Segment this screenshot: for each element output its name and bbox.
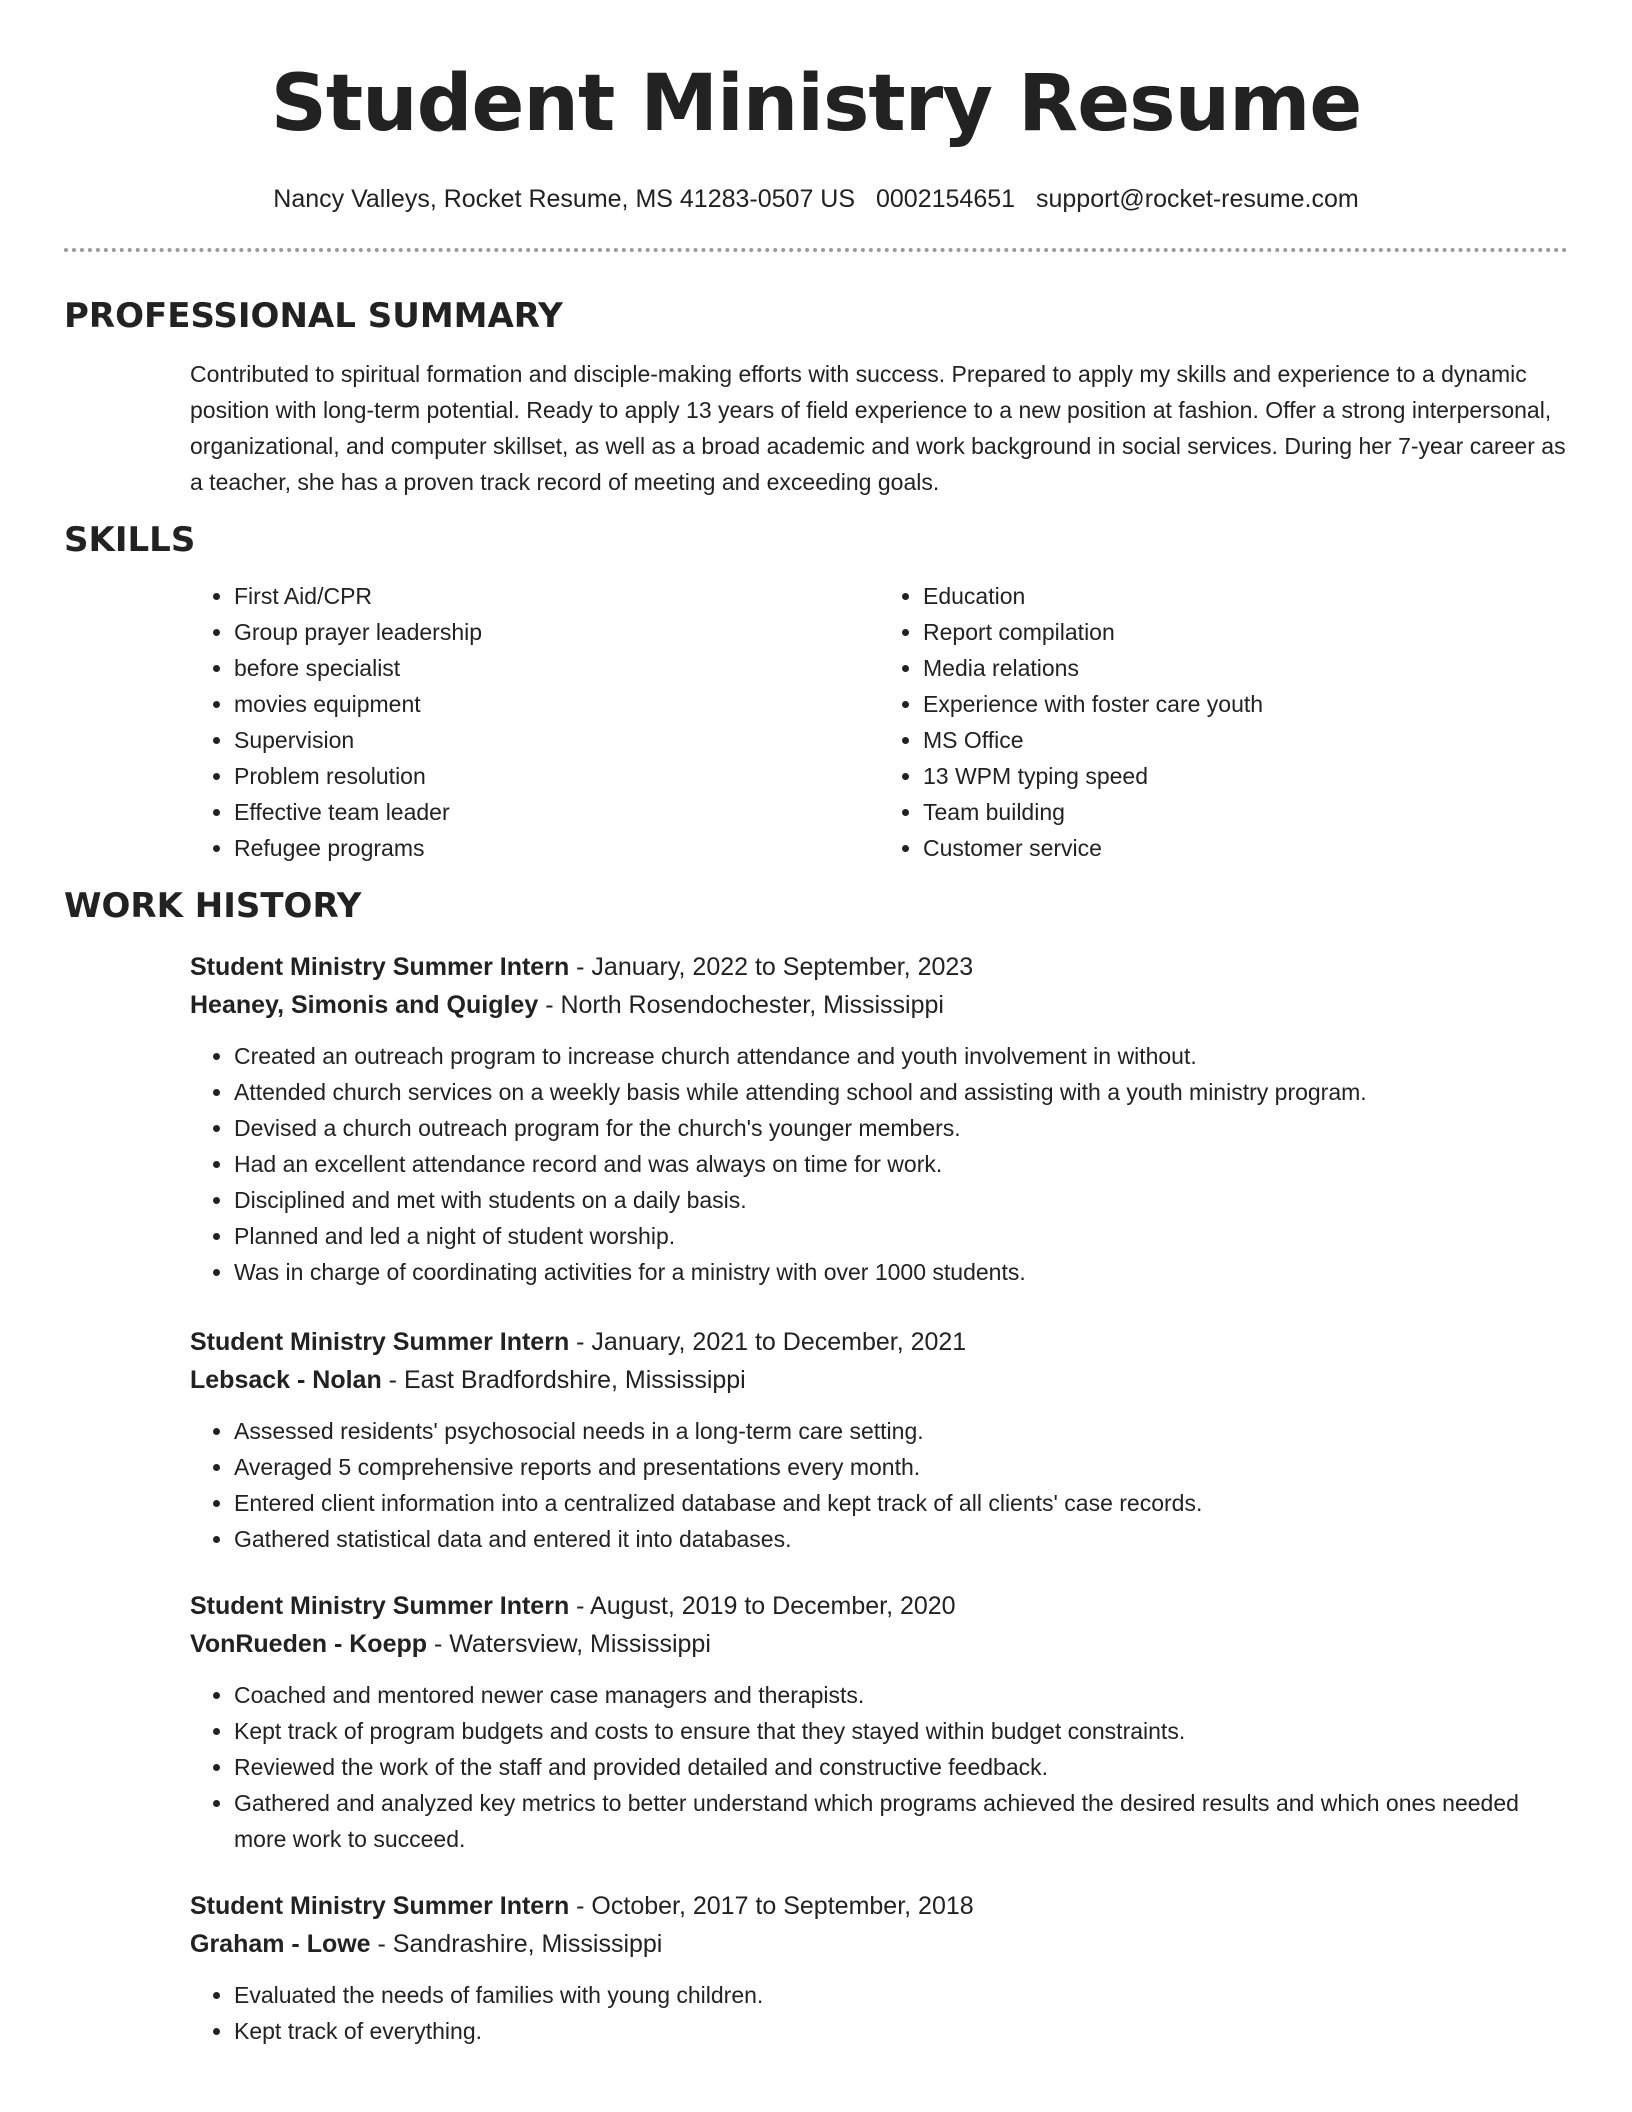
skill-item: • MS Office: [923, 722, 1568, 758]
skill-item: • Experience with foster care youth: [923, 686, 1568, 722]
skills-heading: SKILLS: [64, 520, 196, 560]
job-title: Student Ministry Summer Intern: [190, 1328, 570, 1356]
contact-address: Nancy Valleys, Rocket Resume, MS 41283-0507 US: [273, 185, 856, 213]
job-bullet: • Kept track of everything.: [234, 2013, 1568, 2049]
job-company-line: [190, 1925, 1568, 1963]
job-company: Lebsack - Nolan: [190, 1366, 382, 1394]
job-bullet: • Gathered and analyzed key metrics to better understand which programs achieved the desired results and which ones needed more work to succeed.: [234, 1785, 1568, 1857]
job-company-line: [190, 1625, 1568, 1663]
job-title-line: [190, 1323, 1568, 1361]
job-title-line: [190, 1887, 1568, 1925]
work-heading: WORK HISTORY: [64, 886, 362, 926]
contact-line: [64, 184, 1568, 214]
skill-item: • Problem resolution: [234, 758, 879, 794]
skill-item: • Effective team leader: [234, 794, 879, 830]
skill-item: • Education: [923, 578, 1568, 614]
skill-item: • Report compilation: [923, 614, 1568, 650]
skill-item: • Refugee programs: [234, 830, 879, 866]
job-entry: [190, 948, 1568, 1290]
job-bullet: • Reviewed the work of the staff and provided detailed and constructive feedback.: [234, 1749, 1568, 1785]
job-title-line: [190, 948, 1568, 986]
job-company: Graham - Lowe: [190, 1930, 371, 1958]
job-company-line: [190, 986, 1568, 1024]
skill-item: • before specialist: [234, 650, 879, 686]
skills-column-left: [190, 578, 879, 866]
job-bullet: • Planned and led a night of student worship.: [234, 1218, 1568, 1254]
job-location: - Watersview, Mississippi: [427, 1630, 711, 1658]
job-title: Student Ministry Summer Intern: [190, 953, 570, 981]
job-dates: - January, 2022 to September, 2023: [569, 953, 974, 981]
skill-item: • Supervision: [234, 722, 879, 758]
job-bullet: • Disciplined and met with students on a daily basis.: [234, 1182, 1568, 1218]
job-bullets: [190, 1413, 1568, 1557]
summary-heading: PROFESSIONAL SUMMARY: [64, 296, 563, 336]
job-entry: [190, 1323, 1568, 1557]
job-bullet: • Created an outreach program to increase church attendance and youth involvement in without.: [234, 1038, 1568, 1074]
job-title: Student Ministry Summer Intern: [190, 1592, 570, 1620]
job-bullet: • Was in charge of coordinating activities for a ministry with over 1000 students.: [234, 1254, 1568, 1290]
job-entry: [190, 1587, 1568, 1857]
resume-title: Student Ministry Resume: [270, 59, 1362, 149]
job-bullets: [190, 1977, 1568, 2049]
job-location: - North Rosendochester, Mississippi: [538, 991, 944, 1019]
job-bullet: • Attended church services on a weekly basis while attending school and assisting with a youth ministry program.: [234, 1074, 1568, 1110]
job-bullet: • Had an excellent attendance record and was always on time for work.: [234, 1146, 1568, 1182]
job-company: Heaney, Simonis and Quigley: [190, 991, 539, 1019]
job-title-line: [190, 1587, 1568, 1625]
job-dates: - January, 2021 to December, 2021: [569, 1328, 967, 1356]
job-company: VonRueden - Koepp: [190, 1630, 428, 1658]
job-company-line: [190, 1361, 1568, 1399]
job-bullet: • Devised a church outreach program for the church's younger members.: [234, 1110, 1568, 1146]
job-title: Student Ministry Summer Intern: [190, 1892, 570, 1920]
job-dates: - August, 2019 to December, 2020: [569, 1592, 956, 1620]
header-divider: [64, 248, 1568, 252]
summary-text: Contributed to spiritual formation and disciple-making efforts with success. Prepared to apply my skills and experience to a dynamic position with long-term potential. Ready to apply 13 years of field experience to a new position at fashion. Offer a strong interpersonal, organizational, and computer skillset, as well as a broad academic and work background in social services. During her 7-year career as a teacher, she has a proven track record of meeting and exceeding goals.: [190, 361, 1566, 495]
job-bullet: • Averaged 5 comprehensive reports and presentations every month.: [234, 1449, 1568, 1485]
job-bullets: [190, 1677, 1568, 1857]
job-bullet: • Kept track of program budgets and costs to ensure that they stayed within budget constraints.: [234, 1713, 1568, 1749]
skills-column-right: [879, 578, 1568, 866]
skill-item: • Team building: [923, 794, 1568, 830]
skill-item: • movies equipment: [234, 686, 879, 722]
job-bullets: [190, 1038, 1568, 1290]
skill-item: • First Aid/CPR: [234, 578, 879, 614]
skill-item: • Media relations: [923, 650, 1568, 686]
contact-email: support@rocket-resume.com: [1036, 185, 1359, 213]
job-bullet: • Assessed residents' psychosocial needs in a long-term care setting.: [234, 1413, 1568, 1449]
skill-item: • Group prayer leadership: [234, 614, 879, 650]
job-location: - Sandrashire, Mississippi: [370, 1930, 663, 1958]
skill-item: • 13 WPM typing speed: [923, 758, 1568, 794]
contact-phone: 0002154651: [876, 185, 1016, 213]
skill-item: • Customer service: [923, 830, 1568, 866]
job-bullet: • Evaluated the needs of families with young children.: [234, 1977, 1568, 2013]
job-bullet: • Gathered statistical data and entered it into databases.: [234, 1521, 1568, 1557]
job-location: - East Bradfordshire, Mississippi: [381, 1366, 746, 1394]
job-bullet: • Coached and mentored newer case managers and therapists.: [234, 1677, 1568, 1713]
job-entry: [190, 1887, 1568, 2049]
skills-list: [190, 578, 1568, 866]
job-dates: - October, 2017 to September, 2018: [569, 1892, 974, 1920]
job-bullet: • Entered client information into a centralized database and kept track of all clients' case records.: [234, 1485, 1568, 1521]
